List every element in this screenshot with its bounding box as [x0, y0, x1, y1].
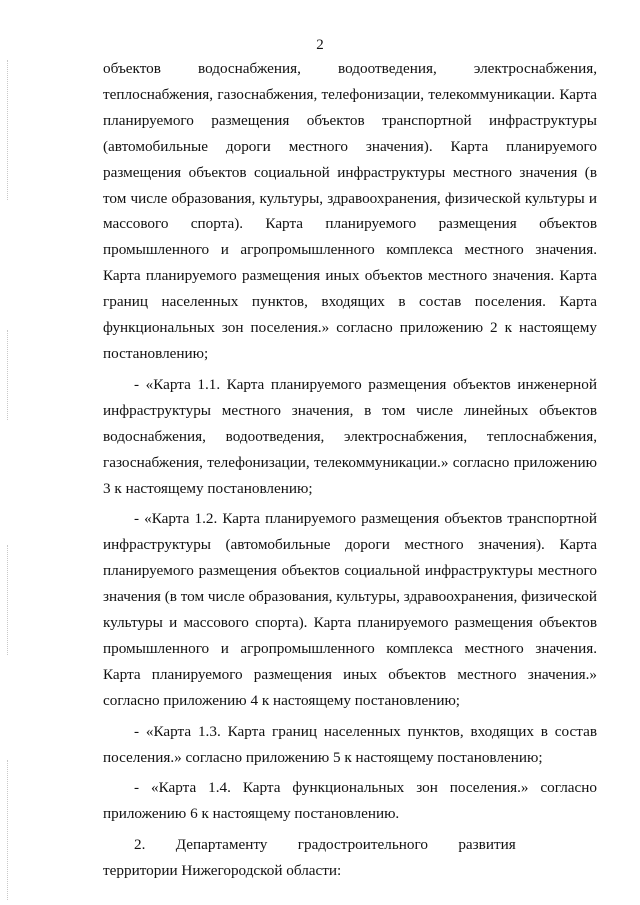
- page-number: 2: [316, 37, 324, 53]
- document-body: [103, 56, 597, 884]
- paragraph-map-1-4: - «Карта 1.4. Карта функциональных зон поселения.» согласно приложению 6 к настоящему постановлению.: [103, 779, 597, 823]
- scan-artifact: [7, 60, 8, 200]
- paragraph-continuation: объектов водоснабжения, водоотведения, электроснабжения, теплоснабжения, газоснабжения, телефонизации, телекоммуникации. Карта планируемого размещения объектов транспортной инфраструктуры (автомобильные дороги местного значения). Карта планируемого размещения объектов социальной инфраструктуры местного значения (в том числе образования, культуры, здравоохранения, физической культуры и массового спорта). Карта планируемого размещения объектов промышленного и агропромышленного комплекса местного значения. Карта планируемого размещения иных объектов местного значения. Карта границ населенных пунктов, входящих в состав поселения. Карта функциональных зон поселения.» согласно приложению 2 к настоящему постановлению;: [103, 60, 597, 362]
- paragraph-map-1-2: - «Карта 1.2. Карта планируемого размещения объектов транспортной инфраструктуры (автомобильные дороги местного значения). Карта планируемого размещения объектов социальной инфраструктуры местного значения (в том числе образования, культуры, здравоохранения, физической культуры и массового спорта). Карта планируемого размещения объектов промышленного и агропромышленного комплекса местного значения. Карта планируемого размещения иных объектов местного значения.» согласно приложению 4 к настоящему постановлению;: [103, 510, 597, 709]
- paragraph-map-1-3: - «Карта 1.3. Карта границ населенных пунктов, входящих в состав поселения.» согласно приложению 5 к настоящему постановлению;: [103, 722, 597, 766]
- scan-artifact: [7, 545, 8, 655]
- scan-artifact: [7, 760, 8, 900]
- scan-artifact: [7, 330, 8, 420]
- paragraph-item-2: 2. Департаменту градостроительного развития территории Нижегородской области:: [103, 836, 547, 880]
- paragraph-map-1-1: - «Карта 1.1. Карта планируемого размещения объектов инженерной инфраструктуры местного значения, в том числе линейных объектов водоснабжения, водоотведения, электроснабжения, теплоснабжения, газоснабжения, телефонизации, телекоммуникации.» согласно приложению 3 к настоящему постановлению;: [103, 375, 597, 497]
